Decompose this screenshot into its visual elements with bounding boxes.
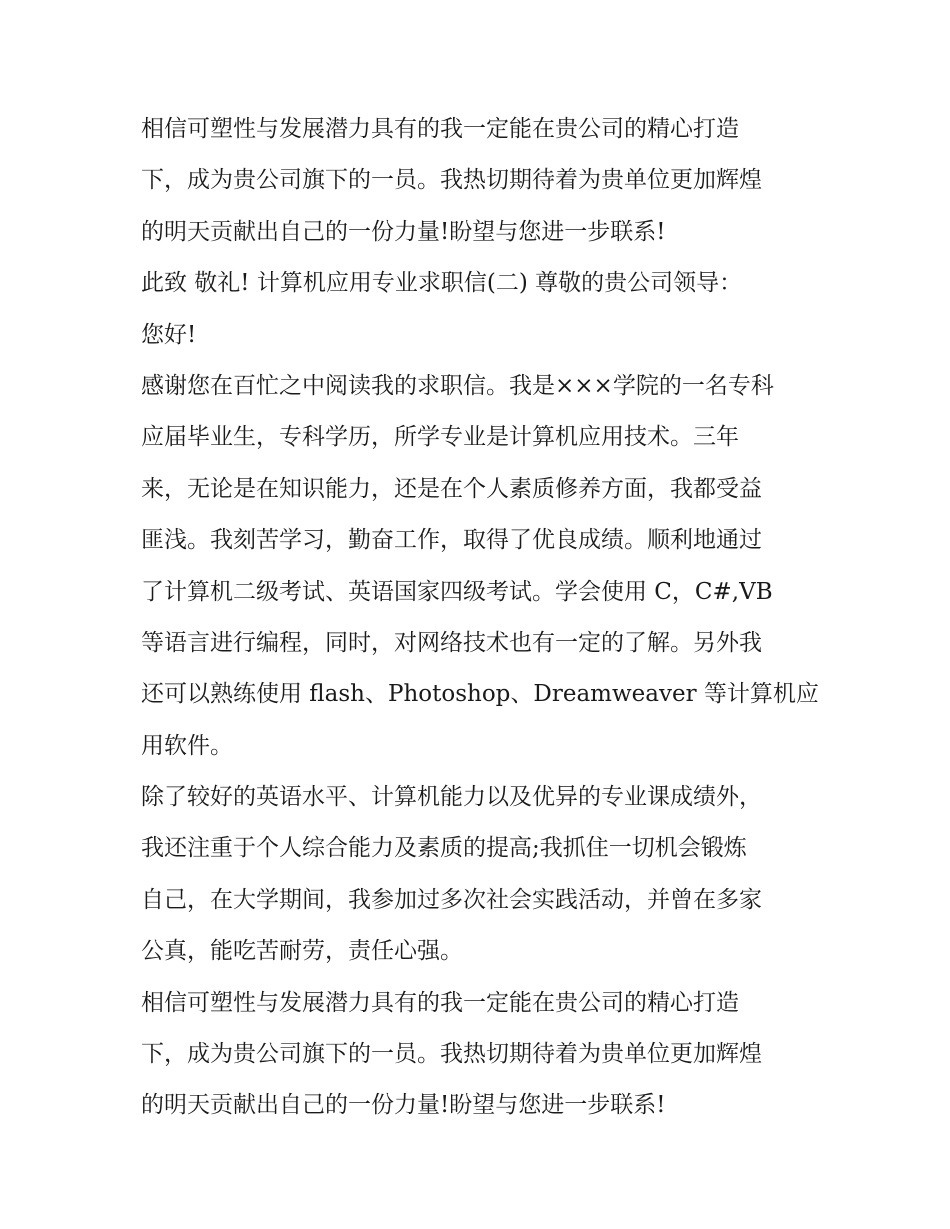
text-line: 此致 敬礼! 计算机应用专业求职信(二) 尊敬的贵公司领导：	[141, 270, 743, 297]
text-line: 来，无论是在知识能力，还是在个人素质修养方面，我都受益	[141, 475, 762, 502]
text-line: 用软件。	[141, 732, 233, 759]
text-line: 下，成为贵公司旗下的一员。我热切期待着为贵单位更加辉煌	[141, 167, 762, 194]
text-line: 匪浅。我刻苦学习，勤奋工作，取得了优良成绩。顺利地通过	[141, 527, 762, 554]
text-line: 我还注重于个人综合能力及素质的提高;我抓住一切机会锻炼	[141, 835, 747, 862]
text-line: 的明天贡献出自己的一份力量!盼望与您进一步联系!	[141, 218, 666, 245]
text-line: 的明天贡献出自己的一份力量!盼望与您进一步联系!	[141, 1092, 666, 1119]
text-line: 还可以熟练使用 flash、Photoshop、Dreamweaver 等计算机应	[141, 681, 819, 708]
text-line: 相信可塑性与发展潜力具有的我一定能在贵公司的精心打造	[141, 116, 739, 142]
text-line: 公真，能吃苦耐劳，责任心强。	[141, 938, 463, 965]
text-line: 除了较好的英语水平、计算机能力以及优异的专业课成绩外，	[141, 784, 762, 811]
text-line: 自己，在大学期间，我参加过多次社会实践活动，并曾在多家	[141, 886, 762, 913]
letter-body	[141, 104, 821, 1132]
text-line: 您好!	[141, 321, 197, 348]
text-line: 感谢您在百忙之中阅读我的求职信。我是×××学院的一名专科	[141, 372, 774, 399]
text-line: 相信可塑性与发展潜力具有的我一定能在贵公司的精心打造	[141, 989, 739, 1016]
text-line: 等语言进行编程，同时，对网络技术也有一定的了解。另外我	[141, 629, 762, 656]
text-line: 了计算机二级考试、英语国家四级考试。学会使用 C，C#,VB	[141, 578, 773, 605]
text-line: 应届毕业生，专科学历，所学专业是计算机应用技术。三年	[141, 424, 739, 451]
text-line: 下，成为贵公司旗下的一员。我热切期待着为贵单位更加辉煌	[141, 1041, 762, 1068]
